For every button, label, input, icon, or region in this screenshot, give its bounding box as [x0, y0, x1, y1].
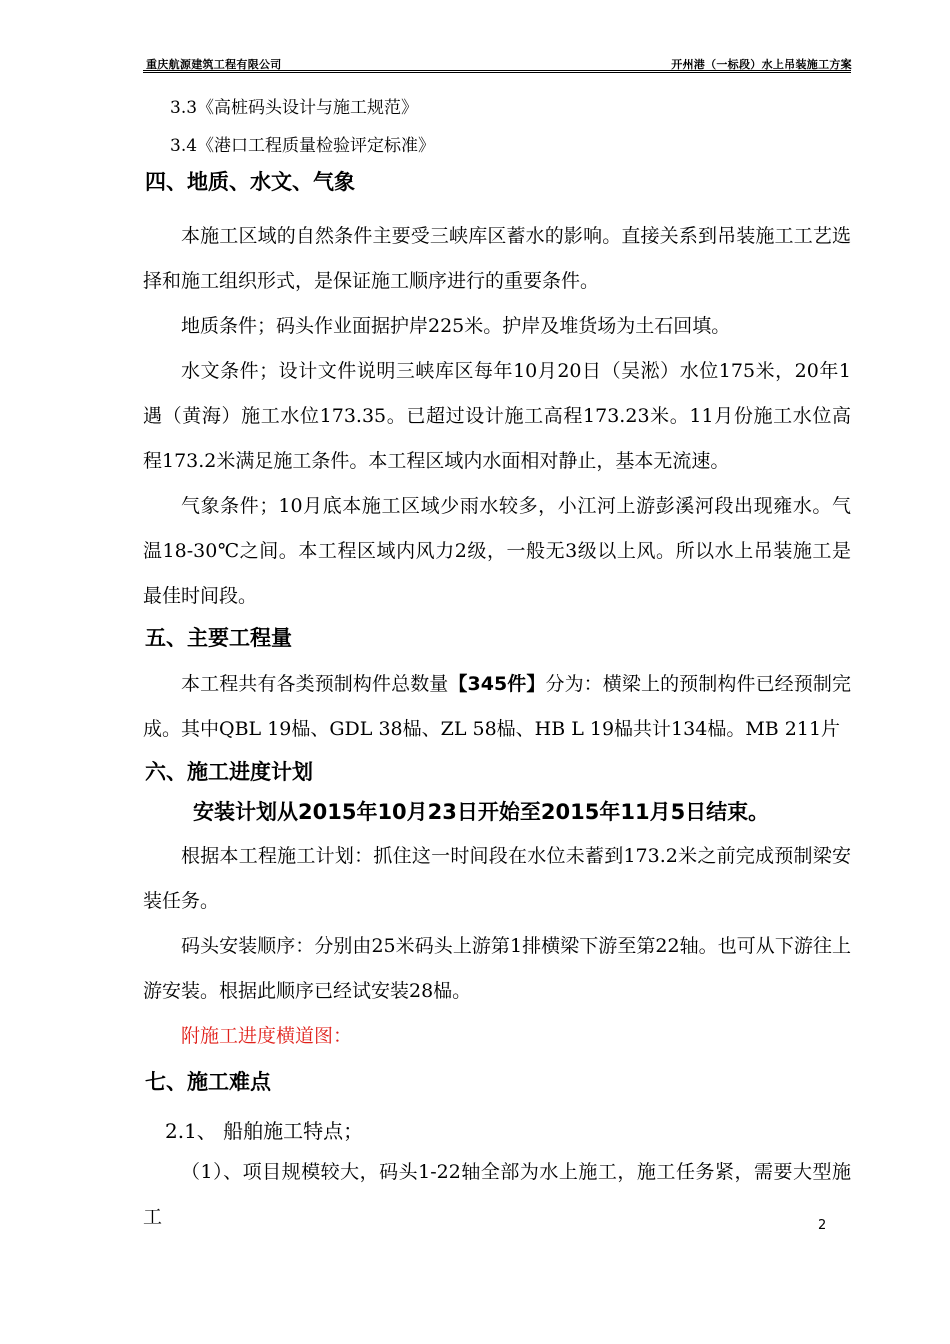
section-6-paragraph-1: 根据本工程施工计划：抓住这一时间段在水位未蓄到173.2米之前完成预制梁安装任务。	[143, 845, 851, 912]
section-4-paragraph-4: 气象条件；10月底本施工区域少雨水较多，小江河上游彭溪河段出现雍水。气温18-30℃之间。本工程区域内风力2级，一般无3级以上风。所以水上吊装施工是最佳时间段。	[143, 495, 851, 607]
section-4-paragraph-1: 本施工区域的自然条件主要受三峡库区蓄水的影响。直接关系到吊装施工工艺选择和施工组织形式，是保证施工顺序进行的重要条件。	[143, 225, 851, 292]
section-4-paragraph-3: 水文条件；设计文件说明三峡库区每年10月20日（吴淞）水位175米，20年1遇（黄海）施工水位173.35。已超过设计施工高程173.23米。11月份施工水位高程173.2米满足施工条件。本工程区域内水面相对静止，基本无流速。	[143, 360, 851, 472]
reference-3-4: 3.4《港口工程质量检验评定标准》	[170, 136, 436, 156]
section-4-paragraph-2: 地质条件；码头作业面据护岸225米。护岸及堆货场为土石回填。	[181, 315, 731, 337]
quantity-text-pre: 本工程共有各类预制构件总数量	[181, 673, 449, 695]
header-rule	[143, 70, 851, 71]
install-plan: 安装计划从2015年10月23日开始至2015年11月5日结束。	[193, 800, 770, 824]
subsection-2-1: 2.1、 船舶施工特点；	[165, 1119, 364, 1143]
header-rule-thin	[143, 72, 851, 73]
section-5-paragraph	[143, 662, 851, 752]
gantt-attachment-note: 附施工进度横道图：	[181, 1025, 353, 1047]
header-company: 重庆航源建筑工程有限公司	[146, 58, 282, 71]
page-number: 2	[818, 1218, 827, 1233]
section-6-paragraph-2: 码头安装顺序：分别由25米码头上游第1排横梁下游至第22轴。也可从下游往上游安装。根据此顺序已经试安装28榀。	[143, 935, 851, 1002]
quantity-text-post: 分为：横梁上的预制构件已经预制完成。其中QBL 19榀、GDL 38榀、ZL 58榀、HB L 19榀共计134榀。MB 211片	[143, 673, 851, 740]
section-7-paragraph-1: （1）、项目规模较大，码头1-22轴全部为水上施工，施工任务紧，需要大型施工	[143, 1161, 851, 1228]
section-4-heading: 四、地质、水文、气象	[145, 170, 355, 194]
section-5-heading: 五、主要工程量	[145, 626, 292, 650]
header-doc-title: 开州港（一标段）水上吊装施工方案	[671, 58, 852, 71]
quantity-total: 【345件】	[448, 673, 546, 695]
section-7-heading: 七、施工难点	[145, 1070, 271, 1094]
section-6-heading: 六、施工进度计划	[145, 760, 313, 784]
reference-3-3: 3.3《高桩码头设计与施工规范》	[170, 98, 419, 118]
